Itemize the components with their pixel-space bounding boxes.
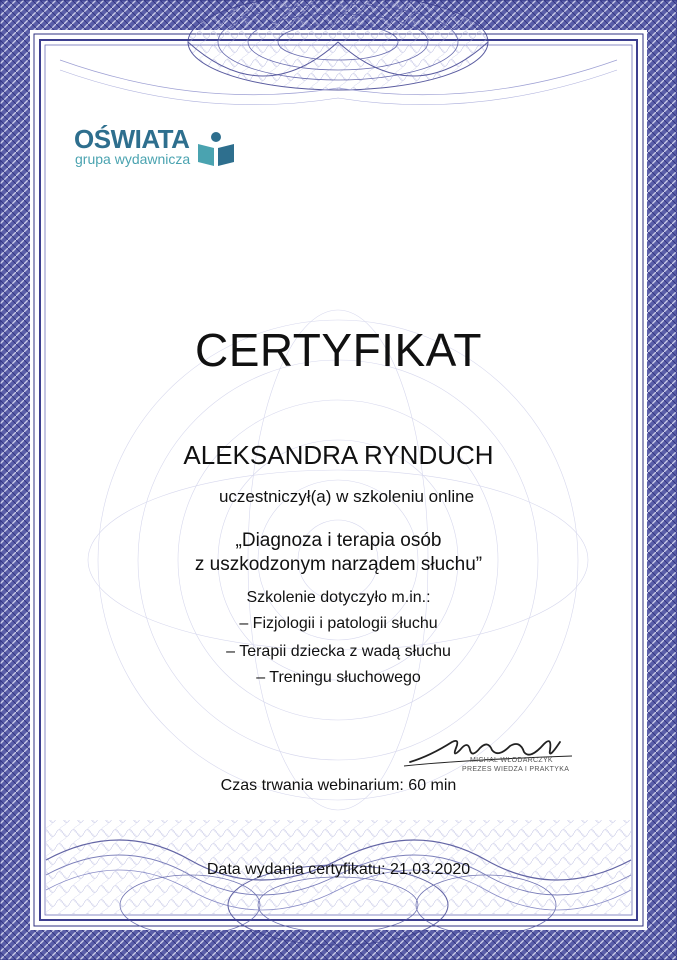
scope-item: – Terapii dziecka z wadą słuchu bbox=[226, 643, 451, 660]
certificate-title: CERTYFIKAT bbox=[195, 324, 482, 376]
logo-subtitle-part2: wydawnicza bbox=[114, 151, 191, 167]
logo-subtitle-part1: grupa bbox=[75, 151, 111, 167]
training-topic-line1: „Diagnoza i terapia osób bbox=[235, 530, 442, 551]
scope-item: – Treningu słuchowego bbox=[256, 669, 421, 686]
webinar-duration: Czas trwania webinarium: 60 min bbox=[220, 777, 457, 794]
scope-intro: Szkolenie dotyczyło m.in.: bbox=[246, 589, 431, 606]
logo-subtitle bbox=[75, 151, 190, 167]
issue-date: Data wydania certyfikatu: 21.03.2020 bbox=[206, 861, 471, 878]
open-book-icon bbox=[196, 130, 236, 168]
recipient-name: ALEKSANDRA RYNDUCH bbox=[183, 440, 494, 470]
signatory-role: PREZES WIEDZA I PRAKTYKA bbox=[462, 766, 570, 773]
signatory-name: MICHAŁ WŁODARCZYK bbox=[470, 757, 553, 764]
oswiata-logo bbox=[74, 124, 244, 172]
participation-text: uczestniczył(a) w szkoleniu online bbox=[218, 487, 475, 506]
scope-item: – Fizjologii i patologii słuchu bbox=[239, 615, 438, 632]
logo-name: OŚWIATA bbox=[74, 124, 190, 154]
training-topic-line2: z uszkodzonym narządem słuchu” bbox=[194, 554, 483, 575]
